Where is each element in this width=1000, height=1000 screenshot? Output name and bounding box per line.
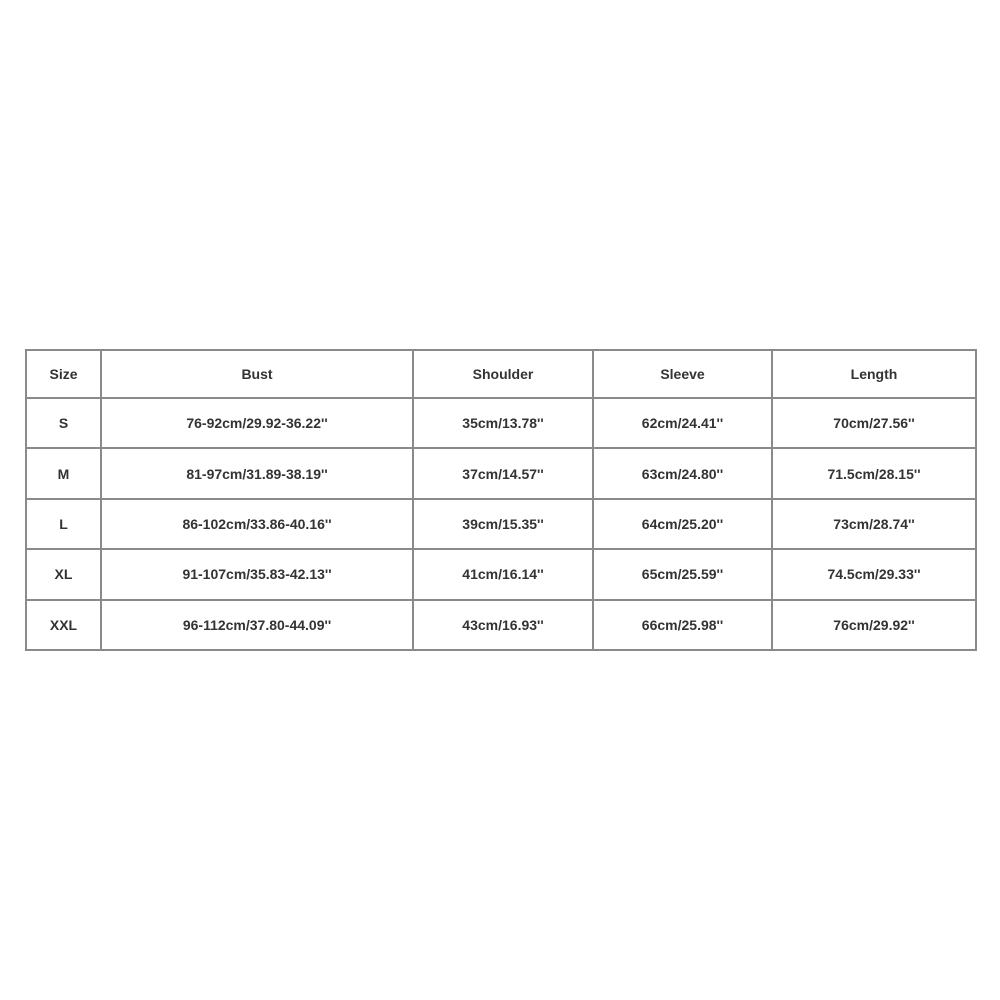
cell-bust: 76-92cm/29.92-36.22'' [101, 398, 413, 448]
cell-bust: 81-97cm/31.89-38.19'' [101, 448, 413, 498]
cell-length: 73cm/28.74'' [772, 499, 976, 549]
header-row [26, 350, 976, 398]
cell-length: 74.5cm/29.33'' [772, 549, 976, 599]
cell-shoulder: 35cm/13.78'' [413, 398, 593, 448]
table-header [26, 350, 976, 398]
cell-size: M [26, 448, 101, 498]
header-length: Length [772, 350, 976, 398]
cell-sleeve: 63cm/24.80'' [593, 448, 772, 498]
table-row [26, 499, 976, 549]
size-chart-table [25, 349, 977, 651]
header-shoulder: Shoulder [413, 350, 593, 398]
cell-bust: 96-112cm/37.80-44.09'' [101, 600, 413, 650]
cell-length: 70cm/27.56'' [772, 398, 976, 448]
cell-size: XXL [26, 600, 101, 650]
cell-size: XL [26, 549, 101, 599]
table-row [26, 600, 976, 650]
header-bust: Bust [101, 350, 413, 398]
cell-size: S [26, 398, 101, 448]
table-row [26, 398, 976, 448]
cell-sleeve: 62cm/24.41'' [593, 398, 772, 448]
cell-bust: 86-102cm/33.86-40.16'' [101, 499, 413, 549]
cell-sleeve: 66cm/25.98'' [593, 600, 772, 650]
cell-shoulder: 41cm/16.14'' [413, 549, 593, 599]
cell-size: L [26, 499, 101, 549]
header-size: Size [26, 350, 101, 398]
cell-length: 76cm/29.92'' [772, 600, 976, 650]
cell-shoulder: 37cm/14.57'' [413, 448, 593, 498]
cell-sleeve: 65cm/25.59'' [593, 549, 772, 599]
table-row [26, 448, 976, 498]
table-row [26, 549, 976, 599]
cell-shoulder: 39cm/15.35'' [413, 499, 593, 549]
cell-shoulder: 43cm/16.93'' [413, 600, 593, 650]
table-body [26, 398, 976, 650]
cell-length: 71.5cm/28.15'' [772, 448, 976, 498]
cell-sleeve: 64cm/25.20'' [593, 499, 772, 549]
header-sleeve: Sleeve [593, 350, 772, 398]
cell-bust: 91-107cm/35.83-42.13'' [101, 549, 413, 599]
